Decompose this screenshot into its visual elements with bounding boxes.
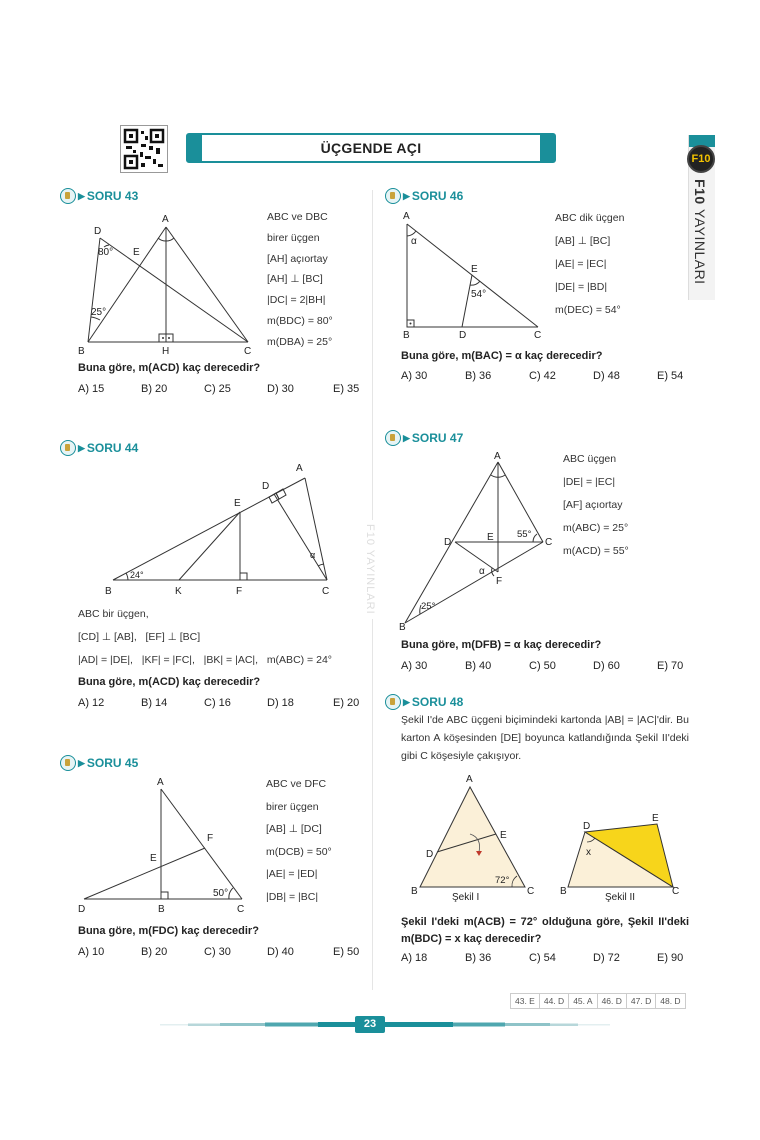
question-number: SORU 43 — [86, 189, 139, 203]
label-e: E — [150, 853, 157, 864]
q48-paragraph: Şekil I'de ABC üçgeni biçimindeki kartonda |AB| = |AC|'dir. Bu karton A köşesinden [DE] boyunca katlandığında Şekil II'deki gibi C köşesiyle çakışıyor. — [401, 714, 689, 762]
segment-df — [455, 542, 498, 572]
label-24: 24° — [130, 570, 144, 580]
condition: [AB] ⊥ [DC] — [266, 823, 322, 835]
option-a[interactable]: A) 30 — [401, 660, 428, 672]
q48-question — [401, 914, 689, 948]
label-e: E — [471, 264, 478, 275]
q47-options — [401, 660, 683, 672]
question-number: SORU 48 — [411, 695, 464, 709]
question-header — [385, 694, 463, 710]
segment-df — [84, 848, 205, 899]
label-b: B — [399, 622, 406, 630]
option-b[interactable]: B) 20 — [141, 946, 168, 958]
qr-code[interactable] — [120, 125, 168, 173]
label-25: 25° — [91, 307, 107, 318]
condition: m(DBA) = 25° — [267, 335, 333, 348]
q45-conditions — [266, 773, 332, 908]
segment-ac — [407, 224, 538, 327]
angle-arc-c — [229, 888, 233, 899]
hourglass-icon — [60, 188, 76, 204]
label-b: B — [411, 886, 418, 897]
question-header — [385, 430, 463, 446]
label-e: E — [487, 532, 494, 543]
option-d[interactable]: D) 48 — [593, 370, 620, 382]
label-e: E — [234, 498, 241, 509]
figure-2-caption: Şekil II — [605, 892, 636, 902]
q44-options — [78, 697, 359, 709]
option-a[interactable]: A) 30 — [401, 370, 428, 382]
label-h: H — [162, 346, 170, 355]
q46-figure — [395, 208, 555, 343]
q43-options — [78, 383, 359, 395]
segment-ac — [166, 227, 248, 342]
segment-ek — [179, 512, 240, 580]
label-c: C — [672, 886, 680, 897]
label-b: B — [105, 586, 112, 597]
play-arrow-icon: ▶ — [78, 442, 85, 453]
option-b[interactable]: B) 14 — [141, 697, 168, 709]
label-a: A — [403, 211, 410, 222]
question-number: SORU 47 — [411, 431, 464, 445]
q46-options — [401, 370, 683, 382]
condition: |DC| = 2|BH| — [267, 294, 326, 307]
option-a[interactable]: A) 15 — [78, 383, 105, 395]
option-b[interactable]: B) 36 — [465, 952, 492, 964]
right-angle-mark-d1 — [269, 493, 279, 503]
question-line: Şekil I'deki m(ACB) = 72° olduğuna göre, Şekil II'deki — [401, 916, 689, 928]
answer-key-item: 46. D — [598, 994, 627, 1008]
option-c[interactable]: C) 42 — [529, 370, 556, 382]
answer-key — [510, 993, 686, 1009]
figure-2 — [560, 813, 679, 902]
hourglass-icon — [385, 188, 401, 204]
option-e[interactable]: E) 50 — [333, 946, 360, 958]
option-b[interactable]: B) 40 — [465, 660, 492, 672]
q44-conditions — [78, 603, 332, 672]
label-25: 25° — [421, 601, 436, 612]
label-55: 55° — [517, 529, 532, 540]
question-header — [385, 188, 463, 204]
condition: |DE| = |BD| — [555, 281, 608, 293]
condition: m(DEC) = 54° — [555, 304, 621, 316]
option-b[interactable]: B) 20 — [141, 383, 168, 395]
label-f: F — [236, 586, 243, 597]
play-arrow-icon: ▶ — [403, 696, 410, 707]
label-d: D — [94, 226, 102, 237]
label-b: B — [560, 886, 567, 897]
q45-options — [78, 946, 359, 958]
condition: birer üçgen — [266, 800, 319, 813]
chapter-title: ÜÇGENDE AÇI — [320, 140, 422, 156]
segment-ed — [462, 275, 472, 327]
question-46 — [385, 188, 463, 204]
q48-figure — [400, 772, 695, 902]
publisher-side-tab — [688, 135, 715, 300]
condition: ABC ve DBC — [267, 211, 328, 223]
condition: m(BDC) = 80° — [267, 314, 333, 327]
label-a: A — [157, 777, 164, 788]
question-header — [60, 440, 138, 456]
label-c: C — [244, 346, 252, 355]
q44-figure — [95, 458, 345, 598]
label-e: E — [652, 813, 659, 824]
angle-arc-e — [470, 281, 480, 285]
option-e[interactable]: E) 70 — [657, 660, 684, 672]
card-triangle — [420, 787, 525, 887]
label-c: C — [322, 586, 330, 597]
condition: ABC dik üçgen — [555, 212, 625, 224]
label-d: D — [583, 821, 591, 832]
condition: |AE| = |EC| — [555, 258, 607, 270]
q43-figure — [70, 205, 270, 355]
option-d[interactable]: D) 60 — [593, 660, 620, 672]
label-e: E — [500, 830, 507, 841]
label-c: C — [237, 904, 245, 915]
page-number: 23 — [355, 1016, 385, 1033]
right-angle-mark — [240, 573, 247, 580]
label-alpha: α — [310, 550, 316, 560]
label-d: D — [426, 849, 434, 860]
label-d: D — [262, 481, 270, 492]
question-number: SORU 44 — [86, 441, 139, 455]
option-c[interactable]: C) 16 — [204, 697, 231, 709]
angle-arc-c — [318, 564, 324, 566]
segment-cd — [274, 494, 327, 580]
play-arrow-icon: ▶ — [78, 757, 85, 768]
question-header — [60, 188, 138, 204]
segment-ac — [161, 789, 242, 899]
condition: |DB| = |BC| — [266, 890, 319, 903]
label-72: 72° — [495, 875, 510, 886]
label-e: E — [133, 247, 140, 258]
option-d[interactable]: D) 30 — [267, 383, 294, 395]
play-arrow-icon: ▶ — [403, 190, 410, 201]
option-e[interactable]: E) 20 — [333, 697, 360, 709]
page-footer-bar — [160, 1018, 610, 1032]
condition: m(DCB) = 50° — [266, 845, 332, 858]
condition: |AD| = |DE|, |KF| = |FC|, |BK| = |AC|, m(ABC) = 24° — [78, 654, 332, 666]
q47-figure — [395, 450, 565, 630]
hourglass-icon — [60, 755, 76, 771]
label-c: C — [527, 886, 535, 897]
condition: [AH] açıortay — [267, 252, 328, 265]
question-43 — [60, 188, 138, 204]
play-arrow-icon: ▶ — [78, 190, 85, 201]
label-a: A — [494, 451, 501, 462]
option-c[interactable]: C) 50 — [529, 660, 556, 672]
label-b: B — [158, 904, 165, 915]
condition: |DE| = |EC| — [563, 476, 616, 488]
q43-question: Buna göre, m(ACD) kaç derecedir? — [78, 362, 261, 374]
condition: birer üçgen — [267, 231, 320, 244]
condition: [AF] açıortay — [563, 499, 623, 511]
option-d[interactable]: D) 40 — [267, 946, 294, 958]
answer-key-item: 44. D — [540, 994, 569, 1008]
label-a: A — [466, 774, 473, 785]
label-d: D — [444, 537, 452, 548]
question-number: SORU 46 — [411, 189, 464, 203]
question-48 — [385, 694, 463, 710]
question-number: SORU 45 — [86, 756, 139, 770]
publisher-name-bold: F10 — [692, 179, 708, 205]
label-b: B — [403, 330, 410, 341]
condition: [AH] ⊥ [BC] — [267, 273, 323, 286]
option-b[interactable]: B) 36 — [465, 370, 492, 382]
figure-1-caption: Şekil I — [452, 892, 480, 902]
chapter-title-banner — [186, 133, 556, 163]
label-k: K — [175, 586, 182, 597]
angle-arc-b — [126, 573, 128, 580]
hourglass-icon — [385, 430, 401, 446]
question-47 — [385, 430, 463, 446]
option-c[interactable]: C) 25 — [204, 383, 231, 395]
label-50: 50° — [213, 888, 229, 899]
q48-options — [401, 952, 683, 964]
label-54: 54° — [471, 289, 487, 300]
segment-ac — [305, 478, 327, 580]
option-d[interactable]: D) 72 — [593, 952, 620, 964]
right-angle-mark-d2 — [276, 489, 286, 499]
option-a[interactable]: A) 12 — [78, 697, 105, 709]
figure-1 — [411, 774, 534, 902]
q47-conditions — [563, 448, 629, 563]
q46-conditions — [555, 207, 624, 322]
option-a[interactable]: A) 10 — [78, 946, 105, 958]
hourglass-icon — [385, 694, 401, 710]
option-a[interactable]: A) 18 — [401, 952, 428, 964]
condition: |AE| = |ED| — [266, 868, 318, 880]
label-d: D — [459, 330, 467, 341]
q47-question: Buna göre, m(DFB) = α kaç derecedir? — [401, 639, 602, 651]
label-f: F — [496, 576, 503, 587]
condition: ABC ve DFC — [266, 778, 327, 790]
condition: m(ACD) = 55° — [563, 545, 629, 557]
hourglass-icon — [60, 440, 76, 456]
label-a: A — [162, 214, 169, 225]
play-arrow-icon: ▶ — [403, 432, 410, 443]
publisher-name — [692, 179, 708, 285]
option-e[interactable]: E) 54 — [657, 370, 684, 382]
condition: m(ABC) = 25° — [563, 522, 629, 534]
segment-dc — [100, 238, 248, 342]
option-e[interactable]: E) 90 — [657, 952, 684, 964]
q45-figure — [70, 775, 260, 915]
label-80: 80° — [98, 247, 114, 258]
label-x: x — [586, 847, 591, 858]
label-a: A — [296, 463, 303, 474]
answer-key-item: 48. D — [660, 996, 681, 1006]
q46-question: Buna göre, m(BAC) = α kaç derecedir? — [401, 350, 603, 362]
publisher-name-rest: YAYINLARI — [692, 209, 708, 285]
publisher-logo: F10 — [687, 145, 715, 173]
label-alpha: α — [479, 566, 485, 577]
option-c[interactable]: C) 30 — [204, 946, 231, 958]
option-e[interactable]: E) 35 — [333, 383, 360, 395]
condition: ABC bir üçgen, — [78, 608, 149, 620]
question-45 — [60, 755, 138, 771]
q44-question: Buna göre, m(ACD) kaç derecedir? — [78, 676, 261, 688]
option-c[interactable]: C) 54 — [529, 952, 556, 964]
label-b: B — [78, 346, 85, 355]
label-alpha: α — [411, 236, 417, 247]
question-44 — [60, 440, 138, 456]
angle-arc-c — [533, 534, 537, 542]
q43-conditions — [267, 207, 333, 353]
label-c: C — [545, 537, 553, 548]
answer-key-item: 45. A — [569, 994, 597, 1008]
condition: ABC üçgen — [563, 453, 617, 465]
label-f: F — [207, 833, 214, 844]
question-line: m(BDC) = x kaç derecedir? — [401, 933, 542, 945]
condition: [CD] ⊥ [AB], [EF] ⊥ [BC] — [78, 631, 201, 643]
answer-key-item: 43. E — [511, 994, 540, 1008]
label-c: C — [534, 330, 542, 341]
q45-question: Buna göre, m(FDC) kaç derecedir? — [78, 925, 259, 937]
condition: [AB] ⊥ [BC] — [555, 235, 611, 247]
right-angle-mark — [161, 892, 168, 899]
center-watermark: F10 YAYINLARI — [364, 520, 376, 619]
option-d[interactable]: D) 18 — [267, 697, 294, 709]
question-header — [60, 755, 138, 771]
answer-key-item: 47. D — [627, 994, 656, 1008]
qr-code-icon — [121, 126, 167, 172]
label-d: D — [78, 904, 86, 915]
